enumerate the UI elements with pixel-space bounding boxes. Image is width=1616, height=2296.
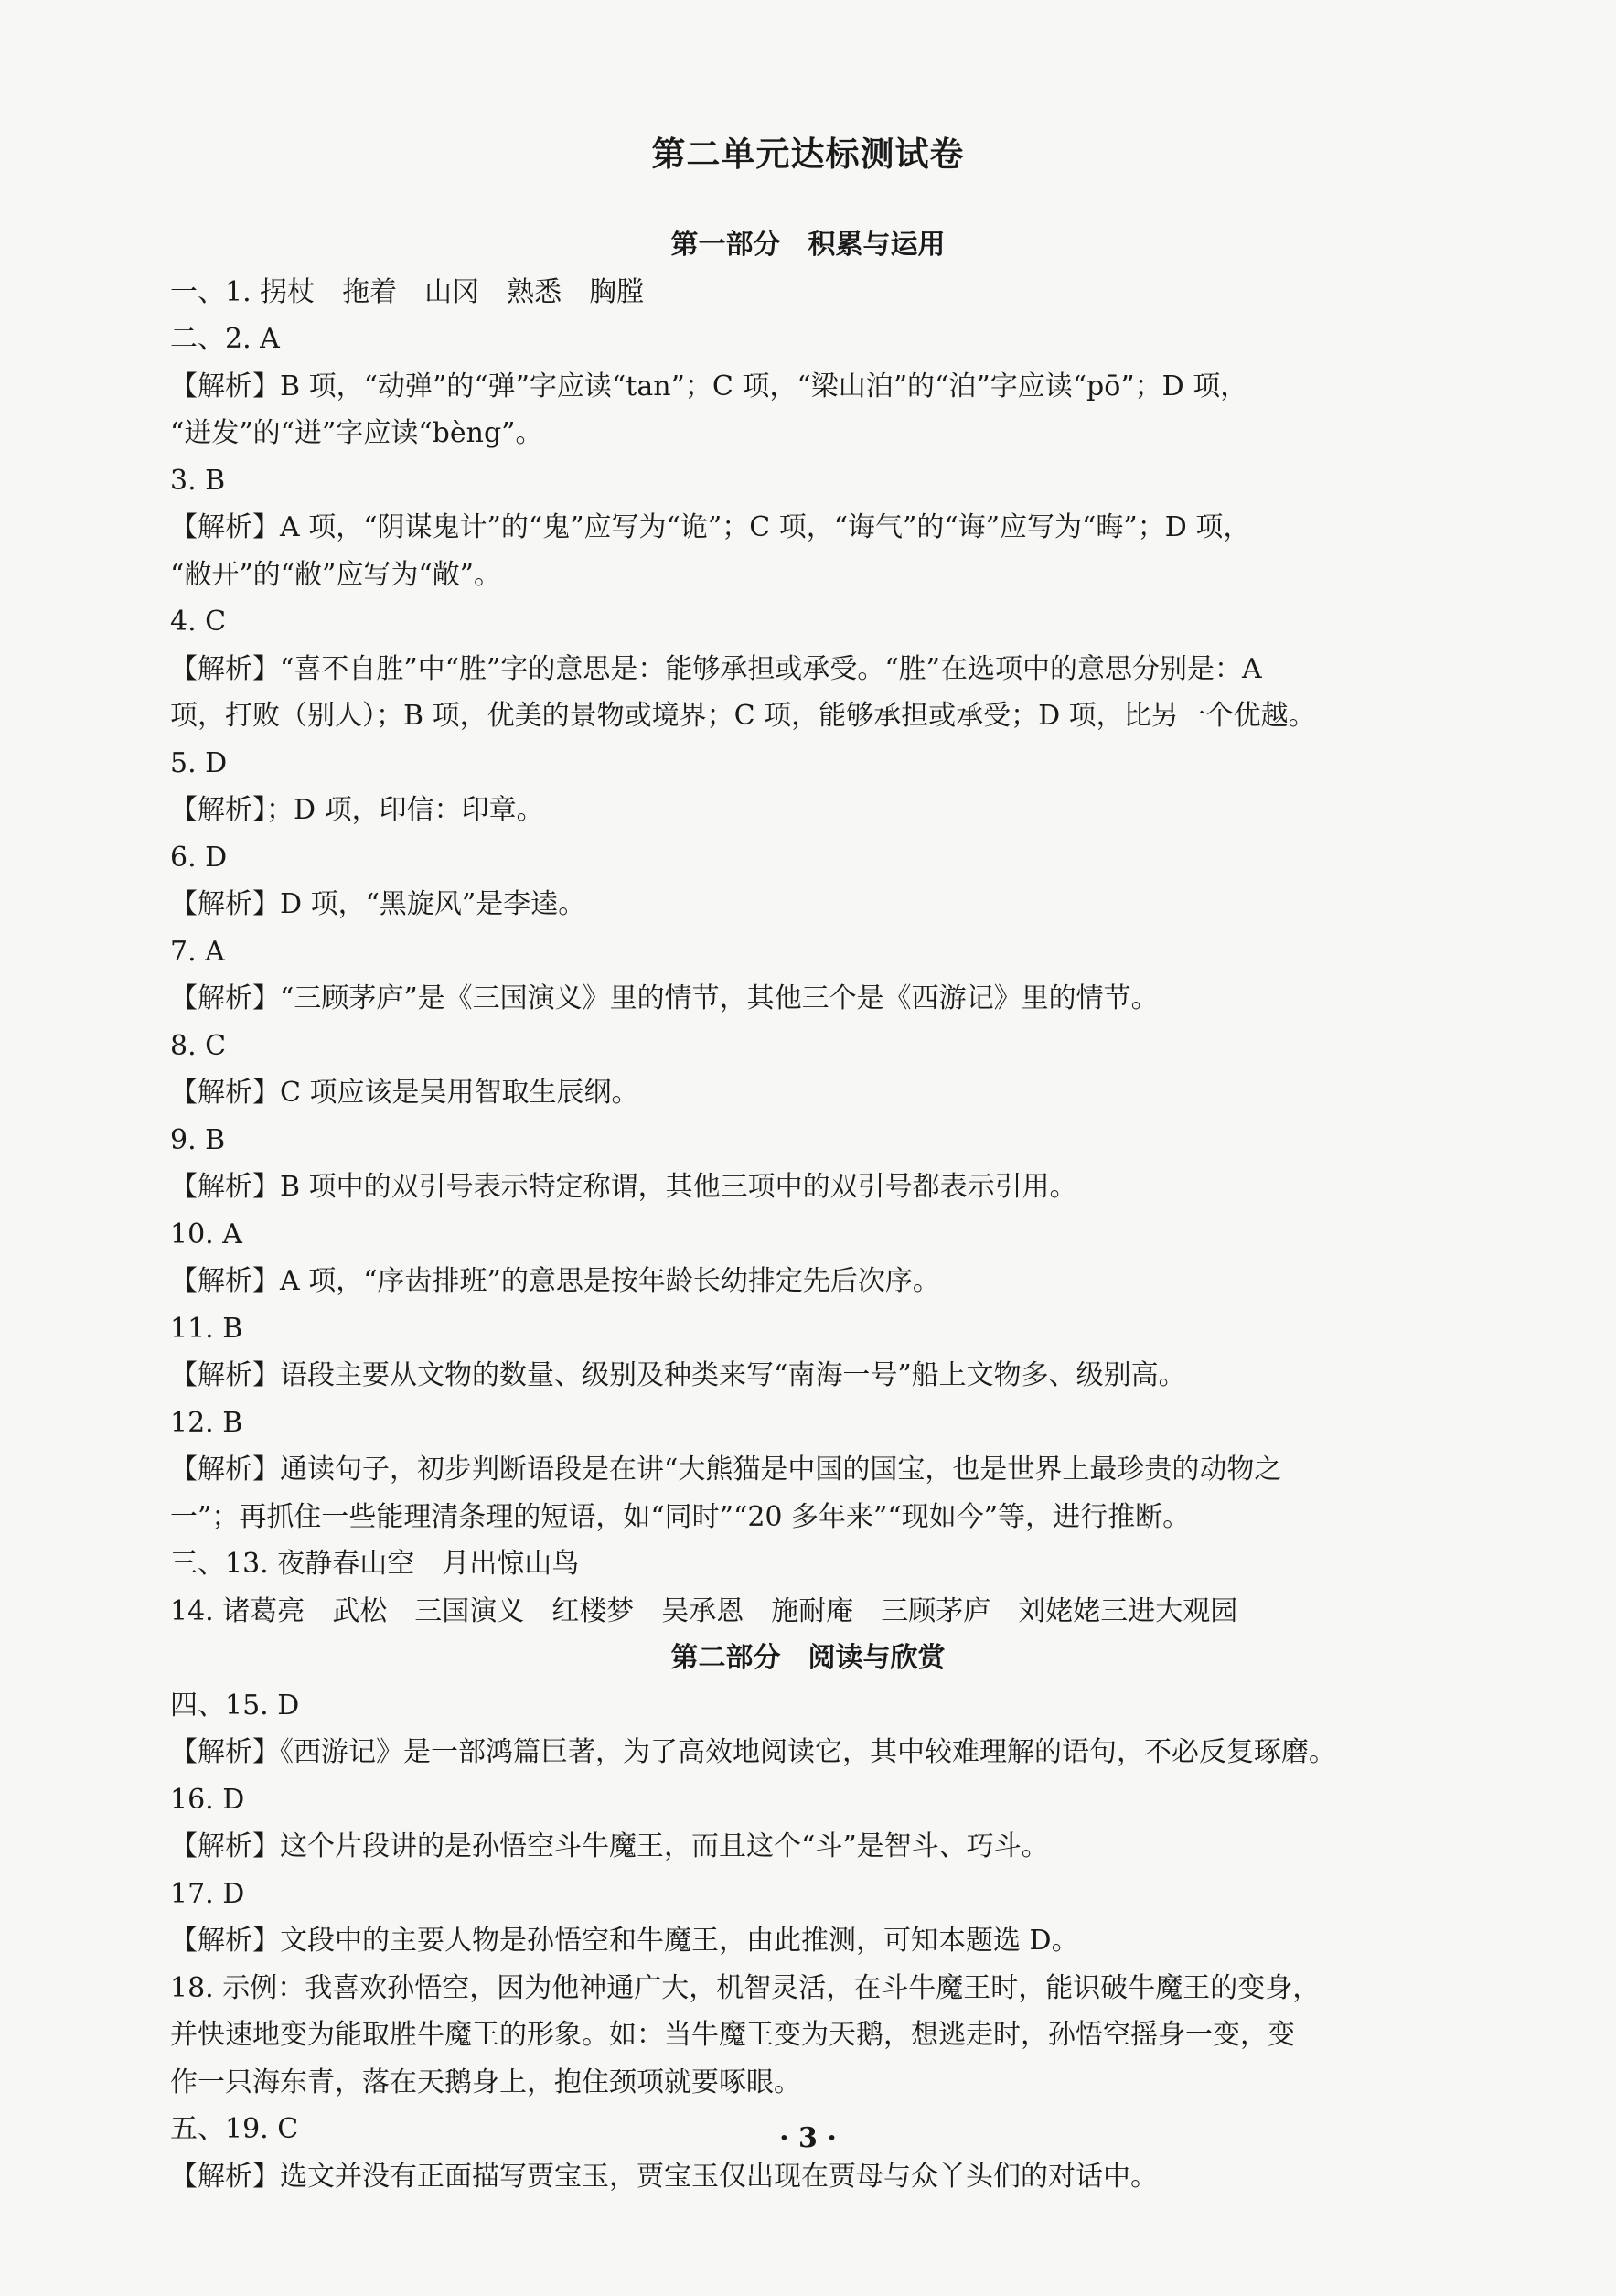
section-heading: 第一部分 积累与运用: [670, 229, 946, 261]
answer-line: 【解析】B 项，“动弹”的“弹”字应读“tan”；C 项，“梁山泊”的“泊”字应读“pō”；D 项，: [170, 370, 1248, 402]
answer-line: 【解析】“三顾茅庐”是《三国演义》里的情节，其他三个是《西游记》里的情节。: [170, 982, 1159, 1014]
page-title: 第二单元达标测试卷: [651, 134, 965, 174]
answer-line: 【解析】C 项应该是吴用智取生辰纲。: [170, 1077, 639, 1109]
answer-line: 【解析】语段主要从文物的数量、级别及种类来写“南海一号”船上文物多、级别高。: [170, 1359, 1186, 1391]
answer-line: 四、15. D: [170, 1689, 300, 1722]
answer-line: 作一只海东青，落在天鹅身上，抱住颈项就要啄眼。: [170, 2065, 801, 2098]
answer-line: 【解析】B 项中的双引号表示特定称谓，其他三项中的双引号都表示引用。: [170, 1171, 1077, 1203]
answer-line: 【解析】通读句子，初步判断语段是在讲“大熊猫是中国的国宝，也是世界上最珍贵的动物之: [170, 1454, 1282, 1486]
answer-line: 12. B: [170, 1406, 243, 1439]
answer-line: 17. D: [170, 1877, 245, 1910]
answer-line: 【解析】《西游记》是一部鸿篇巨著，为了高效地阅读它，其中较难理解的语句，不必反复琢磨。: [170, 1736, 1336, 1768]
answer-line: 三、13. 夜静春山空 月出惊山鸟: [170, 1548, 580, 1580]
answer-line: 16. D: [170, 1783, 245, 1816]
answer-line: 4. C: [170, 606, 227, 638]
answer-lines: [170, 221, 1469, 2200]
answer-line: “迸发”的“迸”字应读“bèng”。: [170, 417, 543, 449]
answer-line: 一”；再抓住一些能理清条理的短语，如“同时”“20 多年来”“现如今”等，进行推断。: [170, 1500, 1191, 1533]
answer-line: “敝开”的“敝”应写为“敞”。: [170, 558, 502, 591]
answer-line: 【解析】D 项，“黑旋风”是李逵。: [170, 888, 586, 920]
answer-line: 【解析】A 项，“阴谋鬼计”的“鬼”应写为“诡”；C 项，“诲气”的“诲”应写为“晦”；D 项，: [170, 511, 1251, 543]
answer-line: 【解析】；D 项，印信：印章。: [170, 794, 544, 826]
answer-line: 五、19. C: [170, 2113, 299, 2145]
answer-line: 【解析】选文并没有正面描写贾宝玉，贾宝玉仅出现在贾母与众丫头们的对话中。: [170, 2160, 1158, 2193]
answer-line: 6. D: [170, 841, 228, 874]
answer-line: 一、1. 拐杖 拖着 山冈 熟悉 胸膛: [170, 275, 645, 308]
answer-line: 3. B: [170, 464, 226, 497]
answer-line: 【解析】“喜不自胜”中“胜”字的意思是：能够承担或承受。“胜”在选项中的意思分别是：A: [170, 652, 1262, 685]
answer-line: 14. 诸葛亮 武松 三国演义 红楼梦 吴承恩 施耐庵 三顾茅庐 刘姥姥三进大观园: [170, 1594, 1238, 1627]
answer-line: 并快速地变为能取胜牛魔王的形象。如：当牛魔王变为天鹅，想逃走时，孙悟空摇身一变，变: [170, 2019, 1295, 2051]
answer-line: 11. B: [170, 1312, 243, 1345]
answer-line: 5. D: [170, 746, 228, 779]
answer-line: 10. A: [170, 1218, 242, 1250]
answer-line: 二、2. A: [170, 323, 280, 355]
answer-line: 7. A: [170, 935, 225, 968]
page-number: · 3 ·: [779, 2122, 837, 2154]
answer-line: 8. C: [170, 1029, 227, 1062]
section-heading: 第二部分 阅读与欣赏: [670, 1642, 946, 1674]
answer-line: 【解析】A 项，“序齿排班”的意思是按年龄长幼排定先后次序。: [170, 1265, 940, 1297]
answer-line: 【解析】这个片段讲的是孙悟空斗牛魔王，而且这个“斗”是智斗、巧斗。: [170, 1830, 1049, 1862]
answer-line: 18. 示例：我喜欢孙悟空，因为他神通广大，机智灵活，在斗牛魔王时，能识破牛魔王的变身，: [170, 1971, 1321, 2004]
answer-line: 【解析】文段中的主要人物是孙悟空和牛魔王，由此推测，可知本题选 D。: [170, 1925, 1079, 1957]
answer-line: 9. B: [170, 1123, 226, 1156]
answer-line: 项，打败（别人）；B 项，优美的景物或境界；C 项，能够承担或承受；D 项，比另一个优越。: [170, 700, 1316, 732]
